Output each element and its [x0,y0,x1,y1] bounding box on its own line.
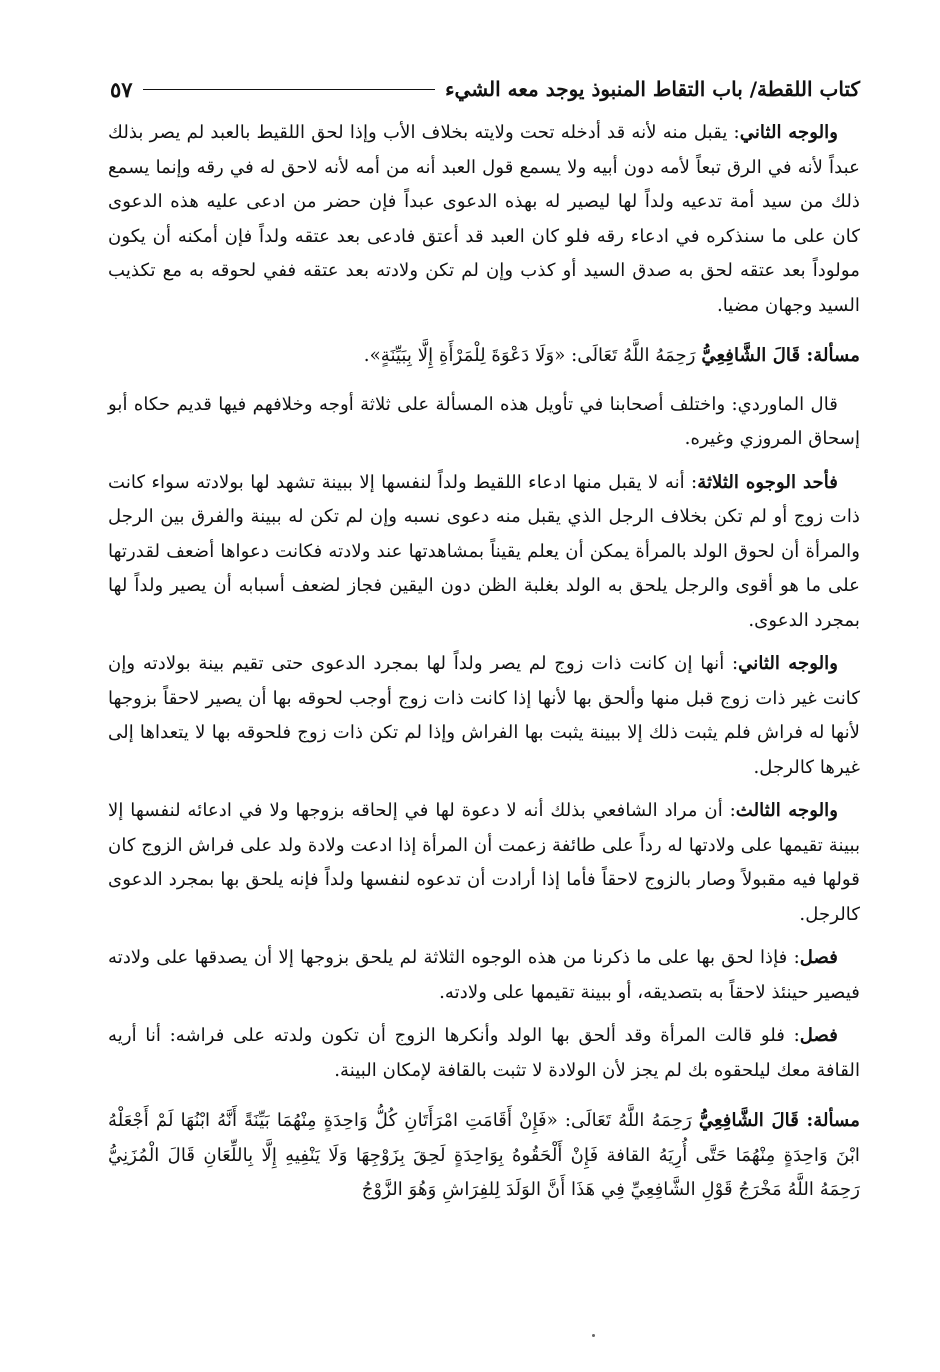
paragraph-lead: والوجه الثاني [739,122,838,143]
page-body [108,116,860,1222]
paragraph-text: : فإذا لحق بها على ما ذكرنا من هذه الوجوه الثلاثة لم يلحق بزوجها إلا أن يصدقها على ولادته فيصير حينئذ لاحقاً به بتصديقه، أو ببينة تقيمها على ولادته. [108,947,860,1003]
paragraph-2 [108,339,860,374]
paragraph-text: رَحِمَهُ اللَّهُ تَعَالَى: «فَإِنْ أَقَامَتِ امْرَأَتَانِ كُلُّ وَاحِدَةٍ مِنْهُمَا بَيِّنَةً أَنَّهُ ابْنُهَا لَمْ أَجْعَلْهُ ابْنَ وَاحِدَةٍ مِنْهُمَا حَتَّى أُرِيَهُ القافة فَإِنْ أَلْحَقُوهُ بِوَاحِدَةٍ لَحِقَ بِزَوْجِهَا وَلَا يَنْفِيهِ إِلَّا بِاللِّعَانِ قَالَ الْمُزَنِيُّ رَحِمَهُ اللَّهُ مَخْرَجُ قَوْلِ الشَّافِعِيِّ فِي هَذَا أَنَّ الوَلَدَ لِلفِرَاشِ وَهُوَ الزَّوْجُ [108,1110,860,1200]
paragraph-lead: مسألة: قَالَ الشَّافِعِيُّ [701,345,860,366]
paragraph-text: : أن مراد الشافعي بذلك أنه لا دعوة لها في إلحاقه بزوجها ولا في ادعائه لنفسها إلا ببينة تقيمها على ولادتها له رداً على طائفة زعمت أن المرأة إذا ادعت ولادة ولد على فراش الزوج كان قولها فيه مقبولاً وصار بالزوج لاحقاً فأما إذا أرادت أن تدعوه لنفسها ولداً فإنه يلحق بها بمجرد الدعوى كالرجل. [108,800,860,925]
paragraph-text: رَحِمَهُ اللَّهُ تَعَالَى: «وَلَا دَعْوَةَ لِلْمَرْأَةِ إِلَّا بِبَيِّنَةٍ». [363,345,702,366]
page-number: ٥٧ [110,76,133,102]
paragraph-9 [108,1104,860,1208]
running-header [110,72,860,106]
paragraph-text: : أنها إن كانت ذات زوج لم يصر ولداً لها بمجرد الدعوى حتى تقيم بينة بولادته وإن كانت غير ذات زوج قبل منها وألحق بها لأنها إذا كانت ذات زوج أوجب لحوقه بها أن يصير لاحقاً بزوجها لأنها له فراش فلم يثبت ذلك إلا ببينة يثبت بها الفراش وإذا لم تكن ذات زوج فلحوقه بها لا يتعداها إلى غيرها كالرجل. [108,653,860,778]
paragraph-3 [108,388,860,457]
paragraph-4 [108,466,860,639]
paragraph-text: قال الماوردي: واختلف أصحابنا في تأويل هذه المسألة على ثلاثة أوجه وخلافهم فيها قديم حكاه أبو إسحاق المروزي وغيره. [108,393,860,449]
paragraph-lead: فصل [799,1025,838,1046]
paragraph-lead: مسألة: قَالَ الشَّافِعِيُّ [698,1110,860,1131]
paragraph-7 [108,941,860,1010]
header-rule [143,89,436,90]
header-title: كتاب اللقطة/ باب التقاط المنبوذ يوجد معه الشيء [445,77,860,101]
paragraph-text: : فلو قالت المرأة وقد ألحق بها الولد وأنكرها الزوج أن تكون ولدته على فراشه: أنا أريه القافة معك ليلحقوه بك لم يجز لأن الولادة لا تثبت بالقافة لإمكان البينة. [108,1025,860,1081]
paragraph-5 [108,647,860,785]
paragraph-lead: فصل [799,947,838,968]
scan-speck [592,1334,595,1337]
paragraph-text: : أنه لا يقبل منها ادعاء اللقيط ولداً لنفسها إلا ببينة تشهد لها بولادته سواء كانت ذات زوج أو لم تكن بخلاف الرجل الذي يقبل منه دعوى نسبه وإن لم تكن له ببينة والفرق بين الرجل والمرأة أن لحوق الولد بالمرأة يمكن أن يعلم يقيناً بمشاهدتها عند ولادته فكانت دعواها أضعف لقدرتها على ما هو أقوى والرجل يلحق به الولد بغلبة الظن دون اليقين فجاز لضعف أسبابه أن يصير ولداً لها بمجرد الدعوى. [108,471,860,631]
paragraph-lead: والوجه الثاني [738,653,838,674]
paragraph-8 [108,1019,860,1088]
paragraph-lead: فأحد الوجوه الثلاثة [697,471,838,493]
paragraph-6 [108,794,860,932]
paragraph-1 [108,116,860,323]
paragraph-lead: والوجه الثالث [735,800,838,821]
paragraph-text: : يقبل منه لأنه قد أدخله تحت ولايته بخلاف الأب وإذا لحق اللقيط بالعبد لم يصر بذلك عبداً لأنه في الرق تبعاً لأمه دون أبيه ولا يسمع قول العبد أنه من أمه لأنه لاحق له في رقه وإنما يسمع ذلك من سيد أمة تدعيه ولداً لها ليصير له بهذه الدعوى عبداً فإن حضر من ادعى عليه هذه الدعوى كان على ما سنذكره في ادعاء رقه فلو كان العبد قد أعتق فادعى بعد عتقه ولداً فإن أمكنه أن يكون مولوداً بعد عتقه لحق به صدق السيد أو كذب وإن لم تكن ولادته بعد عتقه ففي لحوقه به مع تكذيب السيد وجهان مضيا. [108,122,860,316]
